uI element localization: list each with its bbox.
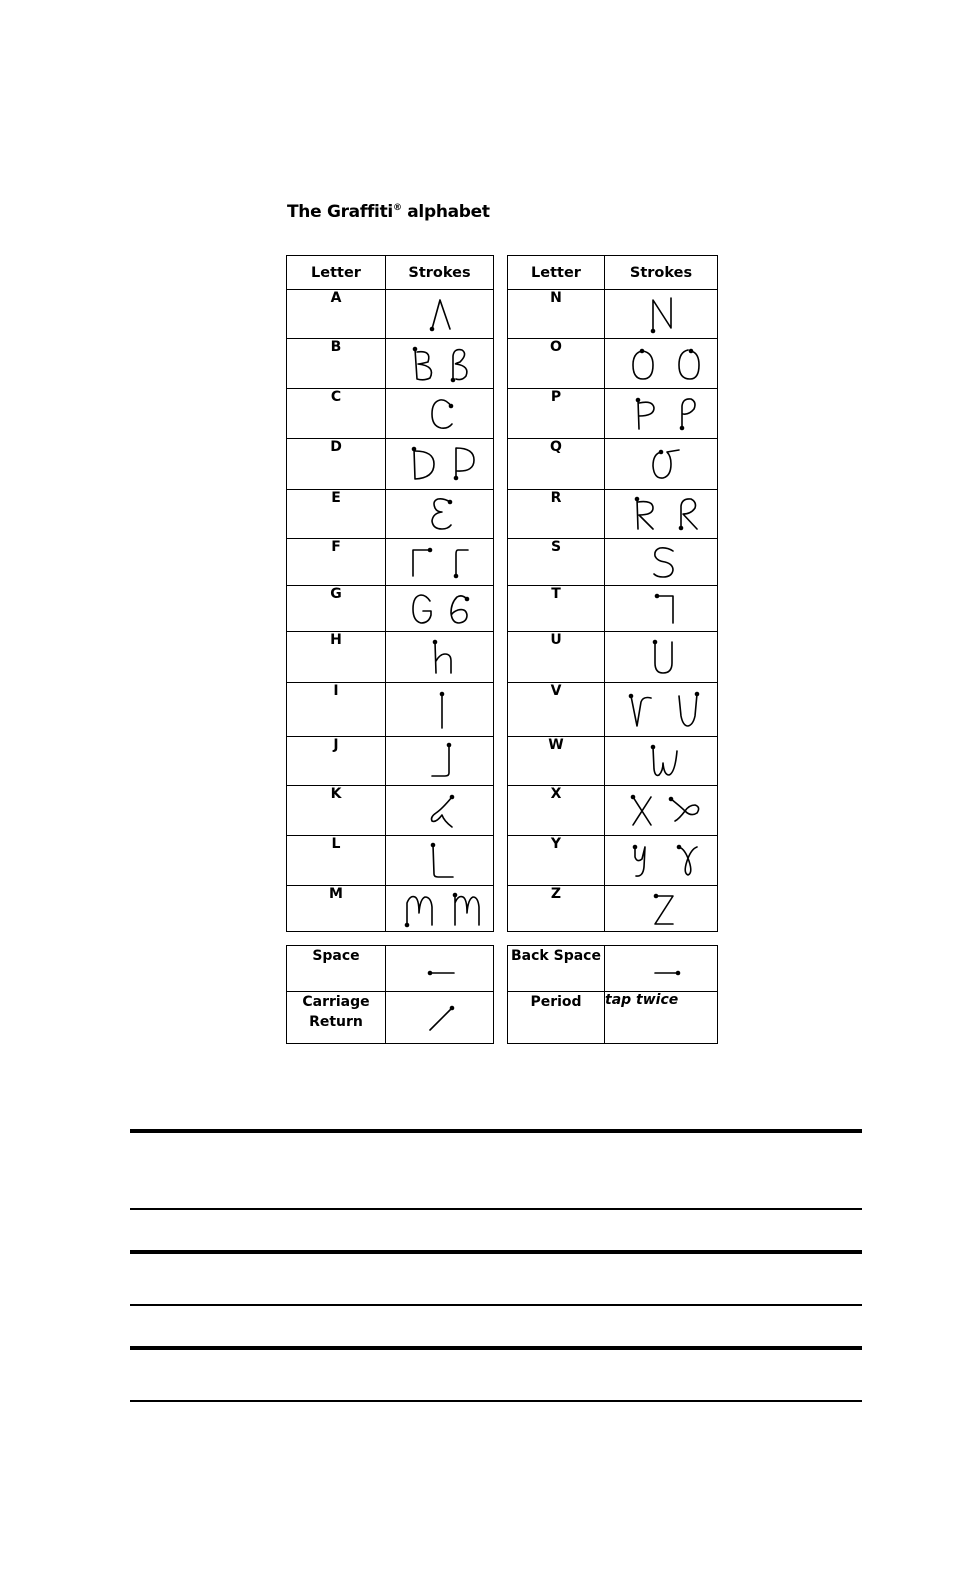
stroke-c-icon xyxy=(390,394,490,434)
stroke-q xyxy=(605,439,718,490)
letter-e: E xyxy=(287,490,386,539)
stroke-d-icon xyxy=(390,444,490,484)
stroke-s xyxy=(605,539,718,586)
header-letter: Letter xyxy=(287,256,386,290)
stroke-g-icon xyxy=(390,589,490,629)
stroke-a xyxy=(386,290,494,339)
letter-o: O xyxy=(508,339,605,389)
stroke-n-icon xyxy=(611,294,711,334)
stroke-carriage-return xyxy=(386,992,494,1044)
stroke-u xyxy=(605,632,718,683)
stroke-o xyxy=(605,339,718,389)
stroke-i-icon xyxy=(390,690,490,730)
divider-rule xyxy=(130,1208,862,1210)
stroke-p-icon xyxy=(611,394,711,434)
stroke-x xyxy=(605,786,718,836)
letter-a: A xyxy=(287,290,386,339)
letter-s: S xyxy=(508,539,605,586)
letter-g: G xyxy=(287,586,386,632)
header-strokes-right: Strokes xyxy=(605,256,718,290)
stroke-back-space-icon xyxy=(611,954,711,984)
divider-rule xyxy=(130,1400,862,1402)
stroke-e xyxy=(386,490,494,539)
divider-rule xyxy=(130,1250,862,1254)
letter-t: T xyxy=(508,586,605,632)
label-space: Space xyxy=(287,946,386,992)
stroke-a-icon xyxy=(390,294,490,334)
header-strokes: Strokes xyxy=(386,256,494,290)
stroke-carriage-return-icon xyxy=(390,998,490,1038)
stroke-y-icon xyxy=(611,841,711,881)
letter-u: U xyxy=(508,632,605,683)
stroke-z-icon xyxy=(611,889,711,929)
divider-rule xyxy=(130,1304,862,1306)
page-title: The Graffiti® alphabet xyxy=(287,202,490,222)
stroke-k xyxy=(386,786,494,836)
stroke-q-icon xyxy=(611,444,711,484)
graffiti-table-left xyxy=(286,255,494,932)
special-table-left xyxy=(286,945,494,1044)
stroke-g xyxy=(386,586,494,632)
letter-c: C xyxy=(287,389,386,439)
stroke-l-icon xyxy=(390,841,490,881)
stroke-w xyxy=(605,737,718,786)
label-period: Period xyxy=(508,992,605,1044)
letter-j: J xyxy=(287,737,386,786)
stroke-t xyxy=(605,586,718,632)
letter-h: H xyxy=(287,632,386,683)
stroke-i xyxy=(386,683,494,737)
divider-rule xyxy=(130,1346,862,1350)
letter-x: X xyxy=(508,786,605,836)
letter-m: M xyxy=(287,886,386,932)
stroke-w-icon xyxy=(611,741,711,781)
stroke-p xyxy=(605,389,718,439)
letter-w: W xyxy=(508,737,605,786)
stroke-n xyxy=(605,290,718,339)
header-letter-right: Letter xyxy=(508,256,605,290)
stroke-v-icon xyxy=(611,690,711,730)
stroke-u-icon xyxy=(611,637,711,677)
label-carriage-return: Carriage Return xyxy=(287,992,386,1044)
stroke-e-icon xyxy=(390,494,490,534)
letter-v: V xyxy=(508,683,605,737)
stroke-v xyxy=(605,683,718,737)
stroke-space xyxy=(386,946,494,992)
letter-p: P xyxy=(508,389,605,439)
letter-d: D xyxy=(287,439,386,490)
stroke-period: tap twice xyxy=(605,992,718,1044)
letter-r: R xyxy=(508,490,605,539)
stroke-h xyxy=(386,632,494,683)
graffiti-table-right xyxy=(507,255,718,932)
stroke-z xyxy=(605,886,718,932)
stroke-f xyxy=(386,539,494,586)
stroke-space-icon xyxy=(390,954,490,984)
stroke-j-icon xyxy=(390,741,490,781)
stroke-back-space xyxy=(605,946,718,992)
label-back-space: Back Space xyxy=(508,946,605,992)
stroke-o-icon xyxy=(611,344,711,384)
special-table-right xyxy=(507,945,718,1044)
stroke-r-icon xyxy=(611,494,711,534)
stroke-j xyxy=(386,737,494,786)
letter-n: N xyxy=(508,290,605,339)
letter-z: Z xyxy=(508,886,605,932)
stroke-k-icon xyxy=(390,791,490,831)
letter-q: Q xyxy=(508,439,605,490)
stroke-m-icon xyxy=(390,889,490,929)
stroke-h-icon xyxy=(390,637,490,677)
letter-l: L xyxy=(287,836,386,886)
stroke-d xyxy=(386,439,494,490)
letter-k: K xyxy=(287,786,386,836)
stroke-c xyxy=(386,389,494,439)
stroke-x-icon xyxy=(611,791,711,831)
stroke-f-icon xyxy=(390,542,490,582)
letter-i: I xyxy=(287,683,386,737)
stroke-t-icon xyxy=(611,589,711,629)
stroke-b xyxy=(386,339,494,389)
stroke-r xyxy=(605,490,718,539)
stroke-l xyxy=(386,836,494,886)
letter-f: F xyxy=(287,539,386,586)
divider-rule xyxy=(130,1129,862,1133)
letter-b: B xyxy=(287,339,386,389)
stroke-m xyxy=(386,886,494,932)
stroke-s-icon xyxy=(611,542,711,582)
stroke-y xyxy=(605,836,718,886)
stroke-b-icon xyxy=(390,344,490,384)
letter-y: Y xyxy=(508,836,605,886)
